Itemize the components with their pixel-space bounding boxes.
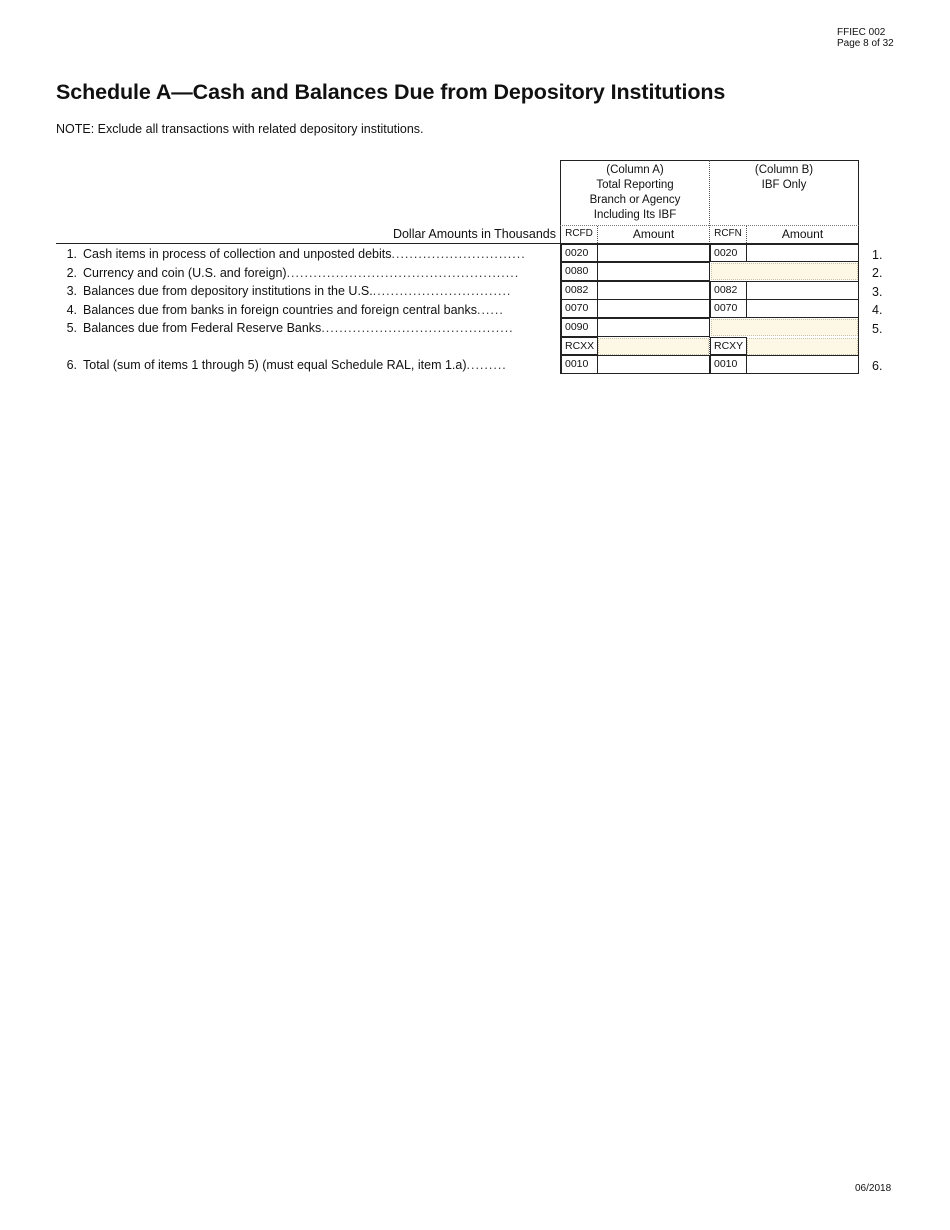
item-number: 3. [66,284,77,298]
line-item-2 [56,264,554,282]
item-label: Cash items in process of collection and unposted debits [83,247,392,261]
line-item-3 [56,282,554,300]
code-box-b-1: 0020 [710,244,747,262]
shaded-cell-b-total [747,338,858,355]
amount-field-b-1[interactable] [746,244,859,262]
amount-field-a-6[interactable] [597,355,710,374]
page-number: Page 8 of 32 [837,38,894,49]
column-b-title: (Column B) [754,164,814,176]
amount-field-b-6[interactable] [746,355,859,374]
item-label: Total (sum of items 1 through 5) (must equal Schedule RAL, item 1.a) [83,358,467,372]
dot-leader: ........................................... [321,321,514,335]
line-item-1 [56,245,554,263]
mnemonic-box-b-total: RCXY [710,337,747,355]
line-item-4 [56,301,554,319]
item-label: Balances due from depository institutions in the U.S. [83,284,373,298]
amount-field-a-5[interactable] [597,318,710,337]
form-identifier [837,27,894,49]
column-b-line2: IBF Only [761,179,807,191]
item-number: 5. [66,321,77,335]
right-item-number-2: 2. [872,266,883,280]
dot-leader: ...... [476,303,504,317]
schedule-title: Schedule A—Cash and Balances Due from Depository Institutions [56,80,726,104]
code-box-b-3: 0082 [710,281,747,300]
code-box-a-5: 0090 [561,318,598,337]
item-label: Balances due from Federal Reserve Banks [83,321,322,335]
column-b-mnemonic: RCFN [714,228,742,239]
shaded-cell-b-5 [711,319,858,336]
amount-field-b-4[interactable] [746,299,859,318]
dot-leader: .............................. [391,247,526,261]
shaded-cell-a-total [598,338,709,355]
code-box-a-2: 0080 [561,262,598,281]
code-box-b-6: 0010 [710,355,747,374]
shaded-cell-b-2 [711,263,858,280]
form-name: FFIEC 002 [837,27,886,38]
item-number: 4. [66,303,77,317]
amount-field-a-3[interactable] [597,281,710,300]
schedule-note: NOTE: Exclude all transactions with related depository institutions. [56,122,424,136]
item-number: 1. [66,247,77,261]
column-a-title: (Column A) [606,164,664,176]
column-b-amount-label: Amount [781,227,824,241]
revision-date: 06/2018 [855,1183,892,1194]
column-a-line2: Total Reporting [596,179,674,191]
line-item-5 [56,319,554,337]
column-a-line4: Including Its IBF [593,209,677,221]
dot-leader: .................................................... [286,266,520,280]
line-item-6 [56,356,554,374]
col-b-right-border [858,160,859,374]
amount-field-a-4[interactable] [597,299,710,318]
column-a-mnemonic: RCFD [565,228,593,239]
amount-field-a-1[interactable] [597,244,710,262]
mnemonic-box-a-total: RCXX [561,337,598,355]
right-item-number-6: 6. [872,359,883,373]
item-label: Currency and coin (U.S. and foreign) [83,266,287,280]
column-a-amount-label: Amount [632,227,675,241]
column-b-header [710,163,858,193]
right-item-number-5: 5. [872,322,883,336]
item-label: Balances due from banks in foreign countries and foreign central banks [83,303,477,317]
column-a-line3: Branch or Agency [589,194,681,206]
amount-field-b-3[interactable] [746,281,859,300]
code-box-a-3: 0082 [561,281,598,300]
right-item-number-1: 1. [872,248,883,262]
item-number: 6. [66,358,77,372]
right-item-number-3: 3. [872,285,883,299]
code-box-b-4: 0070 [710,299,747,318]
code-box-a-4: 0070 [561,299,598,318]
column-a-header [561,163,709,223]
code-box-a-6: 0010 [561,355,598,374]
dollar-amounts-label: Dollar Amounts in Thousands [392,227,556,241]
dot-leader: ......... [466,358,507,372]
dot-leader: ............................... [372,284,512,298]
right-item-number-4: 4. [872,303,883,317]
amount-field-a-2[interactable] [597,262,710,281]
item-number: 2. [66,266,77,280]
code-box-a-1: 0020 [561,244,598,262]
